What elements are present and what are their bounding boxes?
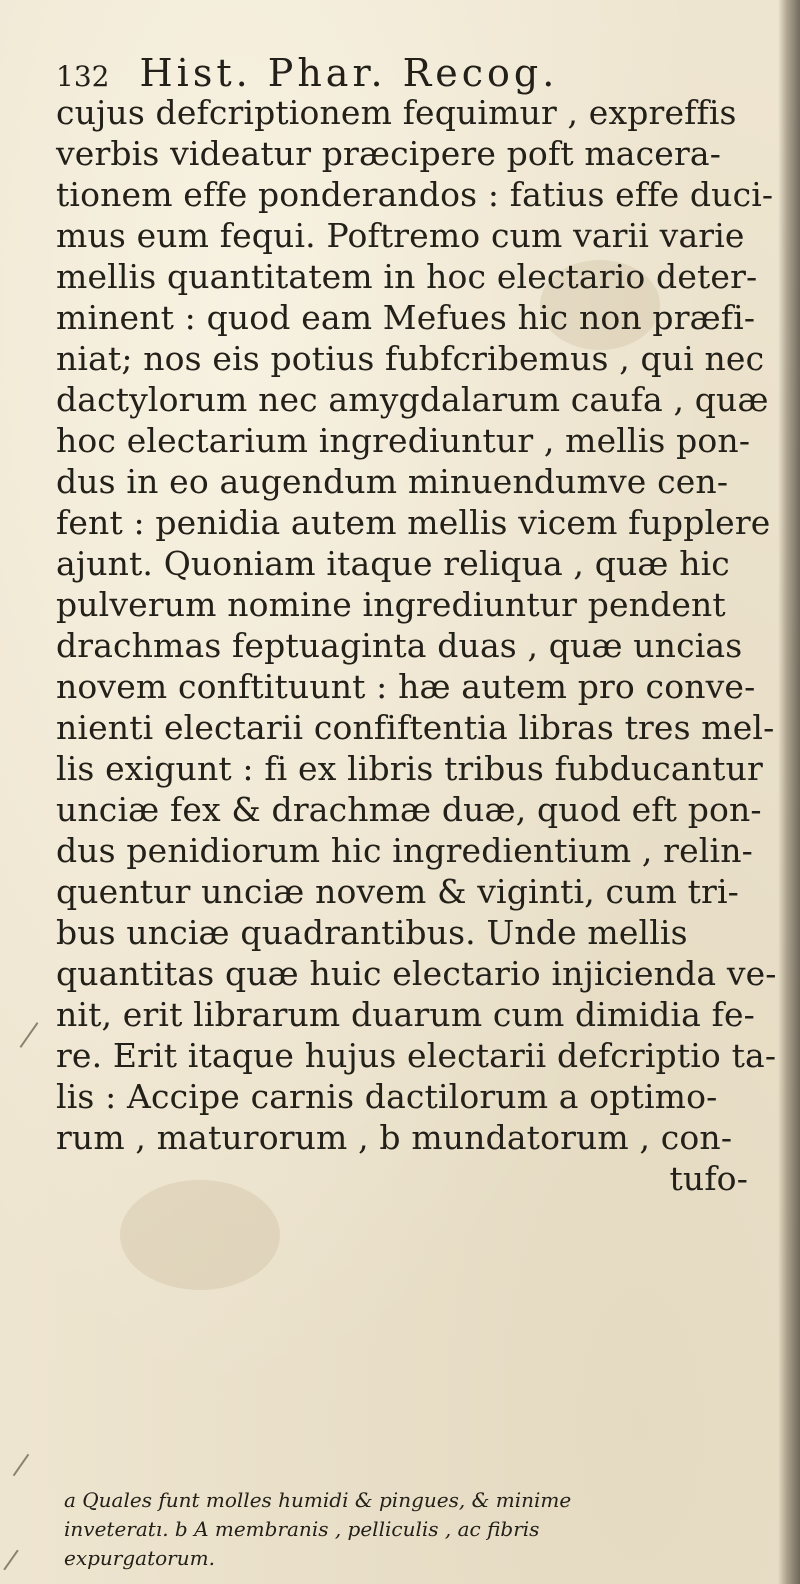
text-line: lis : Accipe carnis dactilorum a optimo- <box>56 1077 718 1116</box>
text-line: rum , maturorum , b mundatorum , con- <box>56 1118 733 1157</box>
text-line: verbis videatur præcipere poft macera- <box>56 134 721 173</box>
text-line: mus eum fequi. Poftremo cum varii varie <box>56 216 745 255</box>
catchword: tufo- <box>669 1159 748 1198</box>
page-number: 132 <box>56 60 110 93</box>
text-line: quentur unciæ novem & viginti, cum tri- <box>56 872 739 911</box>
text-line: nienti electarii confiftentia libras tres mel- <box>56 708 775 747</box>
footnote-line: a Quales funt molles humidi & pingues, & minime <box>64 1488 572 1512</box>
running-title: Hist. Phar. Recog. <box>139 51 559 95</box>
running-head <box>56 48 756 98</box>
text-line: niat; nos eis potius fubfcribemus , qui nec <box>56 339 765 378</box>
text-line: cujus defcriptionem fequimur , expreffis <box>56 93 737 132</box>
pencil-mark <box>20 1022 39 1048</box>
text-line: quantitas quæ huic electario injicienda ve- <box>56 954 777 993</box>
text-line: unciæ fex & drachmæ duæ, quod eft pon- <box>56 790 762 829</box>
text-line: mellis quantitatem in hoc electario deter- <box>56 257 758 296</box>
text-line: novem conftituunt : hæ autem pro conve- <box>56 667 756 706</box>
text-line: hoc electarium ingrediuntur , mellis pon- <box>56 421 751 460</box>
text-line: dactylorum nec amygdalarum caufa , quæ <box>56 380 769 419</box>
text-line: dus penidiorum hic ingredientium , relin- <box>56 831 753 870</box>
text-line: nit, erit librarum duarum cum dimidia fe- <box>56 995 755 1034</box>
footnotes <box>64 1486 754 1573</box>
footnote-line: expurgatorum. <box>64 1546 215 1570</box>
body-text <box>56 92 777 1199</box>
text-line: re. Erit itaque hujus electarii defcriptio ta- <box>56 1036 777 1075</box>
text-line: pulverum nomine ingrediuntur pendent <box>56 585 726 624</box>
footnote-line: inveteratı. b A membranis , pelliculis , ac fibris <box>64 1517 540 1541</box>
text-line: dus in eo augendum minuendumve cen- <box>56 462 729 501</box>
text-line: tionem effe ponderandos : fatius effe duci- <box>56 175 774 214</box>
text-line: ajunt. Quoniam itaque reliqua , quæ hic <box>56 544 730 583</box>
pencil-mark <box>13 1454 30 1476</box>
pencil-mark <box>3 1550 18 1571</box>
text-line: fent : penidia autem mellis vicem fupplere <box>56 503 771 542</box>
page-edge-shadow <box>778 0 800 1584</box>
text-line: minent : quod eam Mefues hic non præfi- <box>56 298 756 337</box>
text-line: lis exigunt : fi ex libris tribus fubducantur <box>56 749 763 788</box>
text-line: drachmas feptuaginta duas , quæ uncias <box>56 626 743 665</box>
text-line: bus unciæ quadrantibus. Unde mellis <box>56 913 688 952</box>
